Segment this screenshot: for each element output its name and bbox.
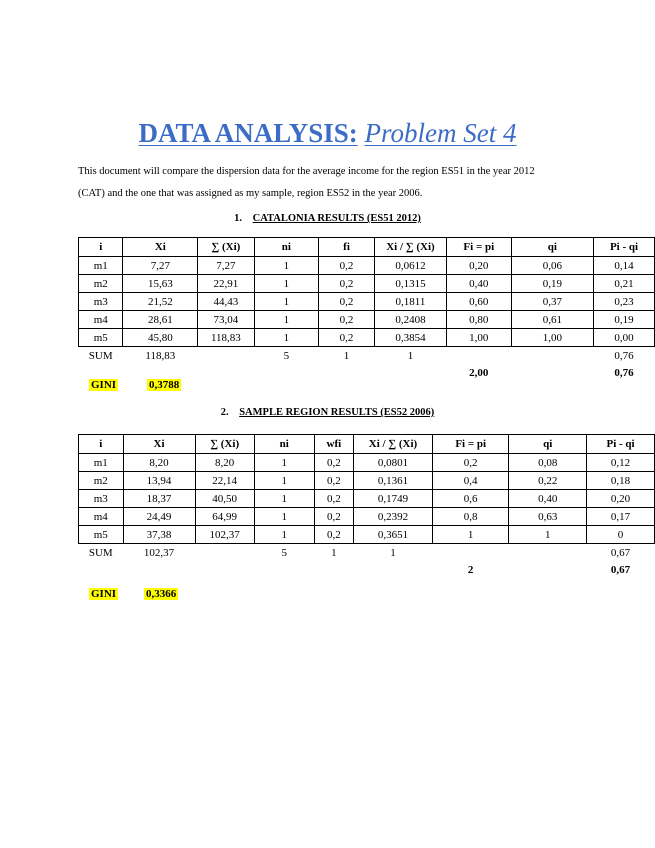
table-cell: m1 <box>79 257 123 275</box>
table-cell: m2 <box>79 472 124 490</box>
column-header: ni <box>254 238 319 257</box>
table-cell: 0,63 <box>509 508 587 526</box>
table-cell: 0,22 <box>509 472 587 490</box>
total-row-cell <box>509 561 587 578</box>
column-header: wfi <box>314 435 353 454</box>
total-row-cell <box>374 364 446 381</box>
table-cell: 1 <box>254 490 314 508</box>
column-header: Xi / ∑ (Xi) <box>354 435 433 454</box>
table-cell: 22,91 <box>198 275 254 293</box>
table-cell: 0,2 <box>319 293 375 311</box>
column-header: qi <box>511 238 593 257</box>
table-row <box>79 311 655 329</box>
table-cell: 0,60 <box>446 293 511 311</box>
table-cell: 0,20 <box>446 257 511 275</box>
table-cell: 0,2 <box>319 329 375 347</box>
table-cell: 0,2408 <box>374 311 446 329</box>
table-row <box>79 257 655 275</box>
table-cell: 0,2 <box>314 508 353 526</box>
total-row-cell: 0,76 <box>614 366 634 379</box>
table-cell: 0,06 <box>511 257 593 275</box>
table-row <box>79 490 655 508</box>
sum-row-cell <box>446 347 511 365</box>
table-cell: 0,3854 <box>374 329 446 347</box>
table-cell: m4 <box>79 508 124 526</box>
table-cell: m3 <box>79 490 124 508</box>
column-header: ∑ (Xi) <box>195 435 254 454</box>
document-title <box>0 116 655 150</box>
intro-paragraph <box>78 161 588 205</box>
table-cell: 22,14 <box>195 472 254 490</box>
column-header: Xi / ∑ (Xi) <box>374 238 446 257</box>
column-header: ni <box>254 435 314 454</box>
table-cell: 0,3651 <box>354 526 433 544</box>
table-cell: 7,27 <box>123 257 198 275</box>
table-cell: 45,80 <box>123 329 198 347</box>
table-row <box>79 508 655 526</box>
sum-row-cell: SUM <box>88 349 113 362</box>
table-cell: 0,2392 <box>354 508 433 526</box>
column-header: Pi - qi <box>594 238 655 257</box>
table-cell: m1 <box>79 454 124 472</box>
table-cell: 0,14 <box>594 257 655 275</box>
total-row <box>79 561 655 578</box>
table-cell: 0,1361 <box>354 472 433 490</box>
table-cell: 0,2 <box>319 257 375 275</box>
sum-row-cell: 5 <box>281 546 287 559</box>
total-row-cell: 0,67 <box>610 563 631 576</box>
table-cell: 1 <box>254 257 319 275</box>
intro-line-2: (CAT) and the one that was assigned as my sample, region ES52 in the year 2006. <box>78 188 423 199</box>
table-cell: 28,61 <box>123 311 198 329</box>
gini-value-2: 0,3366 <box>146 588 177 600</box>
table-cell: 0,1315 <box>374 275 446 293</box>
table-cell: 8,20 <box>123 454 195 472</box>
table-cell: 0,1749 <box>354 490 433 508</box>
column-header: i <box>79 435 124 454</box>
total-row-cell <box>195 561 254 578</box>
title-sub: Problem Set 4 <box>364 118 517 148</box>
total-row-cell <box>79 561 124 578</box>
table-cell: 1 <box>254 472 314 490</box>
table-cell: 1 <box>254 293 319 311</box>
table-cell: 73,04 <box>198 311 254 329</box>
intro-line-1: This document will compare the dispersion data for the average income for the region ES51 in the year 2012 <box>78 166 535 177</box>
section-1-heading <box>0 212 655 226</box>
total-row-cell: 2 <box>467 563 474 576</box>
sample-region-results-table <box>78 434 655 578</box>
table-cell: 0,1811 <box>374 293 446 311</box>
sum-row-cell <box>198 347 254 365</box>
sum-row-cell: 0,67 <box>610 546 631 559</box>
column-header: Fi = pi <box>446 238 511 257</box>
table-cell: 0,40 <box>509 490 587 508</box>
table-cell: 1 <box>254 526 314 544</box>
table-cell: 0,18 <box>587 472 655 490</box>
table-cell: 0,0612 <box>374 257 446 275</box>
table-cell: 118,83 <box>198 329 254 347</box>
sum-row-cell <box>432 544 509 562</box>
table-cell: 21,52 <box>123 293 198 311</box>
total-row-cell <box>511 364 593 381</box>
sum-row-cell: 0,76 <box>614 349 634 362</box>
table-cell: 1 <box>509 526 587 544</box>
gini-value-1: 0,3788 <box>149 379 180 391</box>
table-row <box>79 329 655 347</box>
table-cell: 102,37 <box>195 526 254 544</box>
table-cell: 0 <box>587 526 655 544</box>
sum-row-cell: 118,83 <box>145 349 176 362</box>
table-cell: 1,00 <box>446 329 511 347</box>
column-header: Fi = pi <box>432 435 509 454</box>
title-main: DATA ANALYSIS: <box>138 118 358 148</box>
table-cell: m5 <box>79 526 124 544</box>
table-cell: 0,80 <box>446 311 511 329</box>
table-cell: 0,19 <box>594 311 655 329</box>
table-cell: 0,08 <box>509 454 587 472</box>
gini-label-2: GINI <box>91 588 117 600</box>
column-header: qi <box>509 435 587 454</box>
sum-row-cell: 1 <box>390 546 396 559</box>
table-cell: 1 <box>254 311 319 329</box>
table-cell: 0,2 <box>314 472 353 490</box>
column-header: Xi <box>123 238 198 257</box>
table-cell: m5 <box>79 329 123 347</box>
sum-row-cell: SUM <box>88 546 113 559</box>
table-cell: 0,12 <box>587 454 655 472</box>
table-cell: 40,50 <box>195 490 254 508</box>
table-cell: 1 <box>432 526 509 544</box>
table-row <box>79 526 655 544</box>
table-cell: 0,2 <box>314 526 353 544</box>
table-row <box>79 454 655 472</box>
table-cell: 0,8 <box>432 508 509 526</box>
total-row-cell <box>314 561 353 578</box>
sum-row <box>79 347 655 365</box>
table-cell: 0,21 <box>594 275 655 293</box>
table-cell: 1 <box>254 454 314 472</box>
sum-row-cell: 1 <box>331 546 337 559</box>
table-cell: 0,2 <box>314 490 353 508</box>
table-row <box>79 275 655 293</box>
table-cell: 0,19 <box>511 275 593 293</box>
table-cell: 13,94 <box>123 472 195 490</box>
table-cell: 18,37 <box>123 490 195 508</box>
table-cell: 0,2 <box>314 454 353 472</box>
section-1-label: CATALONIA RESULTS (ES51 2012) <box>252 213 421 224</box>
catalonia-results-table <box>78 237 655 381</box>
column-header: Xi <box>123 435 195 454</box>
section-2-number: 2. <box>220 407 229 418</box>
column-header: fi <box>319 238 375 257</box>
column-header: ∑ (Xi) <box>198 238 254 257</box>
total-row-cell <box>254 364 319 381</box>
sum-row-cell <box>511 347 593 365</box>
table-cell: 8,20 <box>195 454 254 472</box>
table-cell: 64,99 <box>195 508 254 526</box>
table-cell: 0,61 <box>511 311 593 329</box>
table-cell: 0,37 <box>511 293 593 311</box>
section-2-label: SAMPLE REGION RESULTS (ES52 2006) <box>239 407 435 418</box>
table-cell: 0,4 <box>432 472 509 490</box>
total-row-cell <box>254 561 314 578</box>
sum-row-cell: 102,37 <box>143 546 175 559</box>
table-cell: 0,2 <box>319 275 375 293</box>
table-cell: 1,00 <box>511 329 593 347</box>
column-header: i <box>79 238 123 257</box>
table-cell: 1 <box>254 329 319 347</box>
total-row-cell: 2,00 <box>469 366 489 379</box>
table-cell: 0,40 <box>446 275 511 293</box>
sum-row-cell: 1 <box>343 349 350 362</box>
table-cell: 1 <box>254 508 314 526</box>
table-cell: 0,17 <box>587 508 655 526</box>
sum-row-cell: 1 <box>407 349 414 362</box>
table-row <box>79 472 655 490</box>
table-cell: 0,20 <box>587 490 655 508</box>
sum-row-cell: 5 <box>283 349 290 362</box>
table-cell: 0,2 <box>319 311 375 329</box>
total-row-cell <box>354 561 433 578</box>
table-cell: m3 <box>79 293 123 311</box>
table-cell: 0,6 <box>432 490 509 508</box>
table-cell: 24,49 <box>123 508 195 526</box>
table-cell: 1 <box>254 275 319 293</box>
total-row-cell <box>123 561 195 578</box>
sum-row-cell <box>509 544 587 562</box>
section-1-number: 1. <box>234 213 243 224</box>
table-cell: 15,63 <box>123 275 198 293</box>
sum-row-cell <box>195 544 254 562</box>
table-cell: 0,00 <box>594 329 655 347</box>
gini-label-1: GINI <box>91 379 117 391</box>
table-cell: 0,0801 <box>354 454 433 472</box>
total-row-cell <box>319 364 375 381</box>
table-cell: 0,2 <box>432 454 509 472</box>
table-header-row <box>79 238 655 257</box>
total-row-cell <box>198 364 254 381</box>
table-cell: 0,23 <box>594 293 655 311</box>
section-2-heading <box>0 406 655 420</box>
table-cell: 44,43 <box>198 293 254 311</box>
table-cell: m4 <box>79 311 123 329</box>
table-cell: m2 <box>79 275 123 293</box>
table-header-row <box>79 435 655 454</box>
sum-row <box>79 544 655 562</box>
table-row <box>79 293 655 311</box>
column-header: Pi - qi <box>587 435 655 454</box>
table-cell: 7,27 <box>198 257 254 275</box>
table-cell: 37,38 <box>123 526 195 544</box>
